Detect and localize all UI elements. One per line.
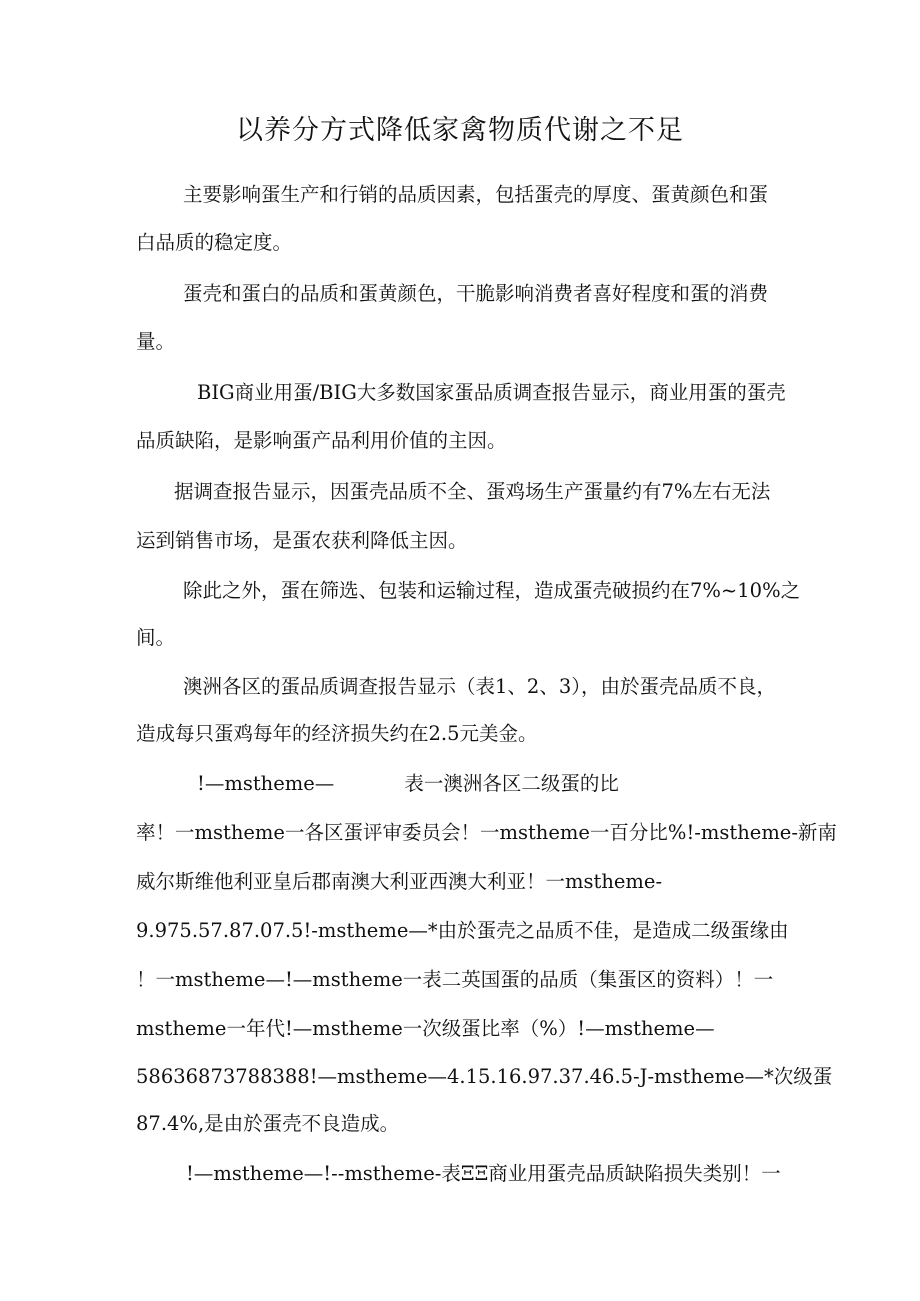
paragraph-line: 58636873788388!—mstheme—4.15.16.97.37.46.5-J-mstheme—*次级蛋 [136, 1065, 833, 1088]
paragraph-line: 据调查报告显示，因蛋壳品质不全、蛋鸡场生产蛋量约有7%左右无法 [174, 480, 771, 503]
mstheme-marker: !—mstheme— [197, 772, 335, 795]
paragraph-line: 除此之外，蛋在筛选、包装和运输过程，造成蛋壳破损约在7%~10%之 [183, 579, 801, 602]
paragraph-line: BIG商业用蛋/BIG大多数国家蛋品质调查报告显示，商业用蛋的蛋壳 [197, 381, 786, 404]
paragraph-line: 品质缺陷，是影响蛋产品利用价值的主因。 [136, 429, 507, 452]
paragraph-line: mstheme一年代!—mstheme一次级蛋比率（%）!—mstheme— [136, 1017, 715, 1040]
paragraph-line: 威尔斯维他利亚皇后郡南澳大利亚西澳大利亚！一mstheme- [136, 870, 663, 893]
paragraph-line: 运到销售市场，是蛋农获利降低主因。 [136, 529, 468, 552]
paragraph-line: 主要影响蛋生产和行销的品质因素，包括蛋壳的厚度、蛋黄颜色和蛋 [183, 183, 769, 206]
paragraph-line: 造成每只蛋鸡每年的经济损失约在2.5元美金。 [136, 722, 538, 745]
paragraph-line: 87.4%,是由於蛋壳不良造成。 [136, 1112, 400, 1135]
paragraph-line: 9.975.57.87.07.5!-mstheme—*由於蛋壳之品质不佳，是造成二级蛋缘由 [136, 919, 789, 942]
paragraph-line: 间。 [136, 626, 176, 649]
paragraph-line: 率！一mstheme一各区蛋评审委员会！一mstheme一百分比%!-mstheme-新南 [136, 821, 837, 844]
document-title: 以养分方式降低家禽物质代谢之不足 [236, 115, 684, 146]
table-caption: 表一澳洲各区二级蛋的比 [404, 772, 619, 795]
paragraph-line: 白品质的稳定度。 [136, 231, 293, 254]
table-caption-line [197, 771, 619, 797]
paragraph-line: !—mstheme—!--mstheme-表ΞΞ商业用蛋壳品质缺陷损失类别！一 [186, 1162, 781, 1185]
paragraph-line: 量。 [136, 330, 176, 353]
paragraph-line: 澳洲各区的蛋品质调查报告显示（表1、2、3），由於蛋壳品质不良， [183, 675, 776, 698]
paragraph-line: 蛋壳和蛋白的品质和蛋黄颜色，干脆影响消费者喜好程度和蛋的消费 [183, 282, 769, 305]
paragraph-line: ！一mstheme—!—mstheme一表二英国蛋的品质（集蛋区的资料）！一 [136, 968, 774, 991]
